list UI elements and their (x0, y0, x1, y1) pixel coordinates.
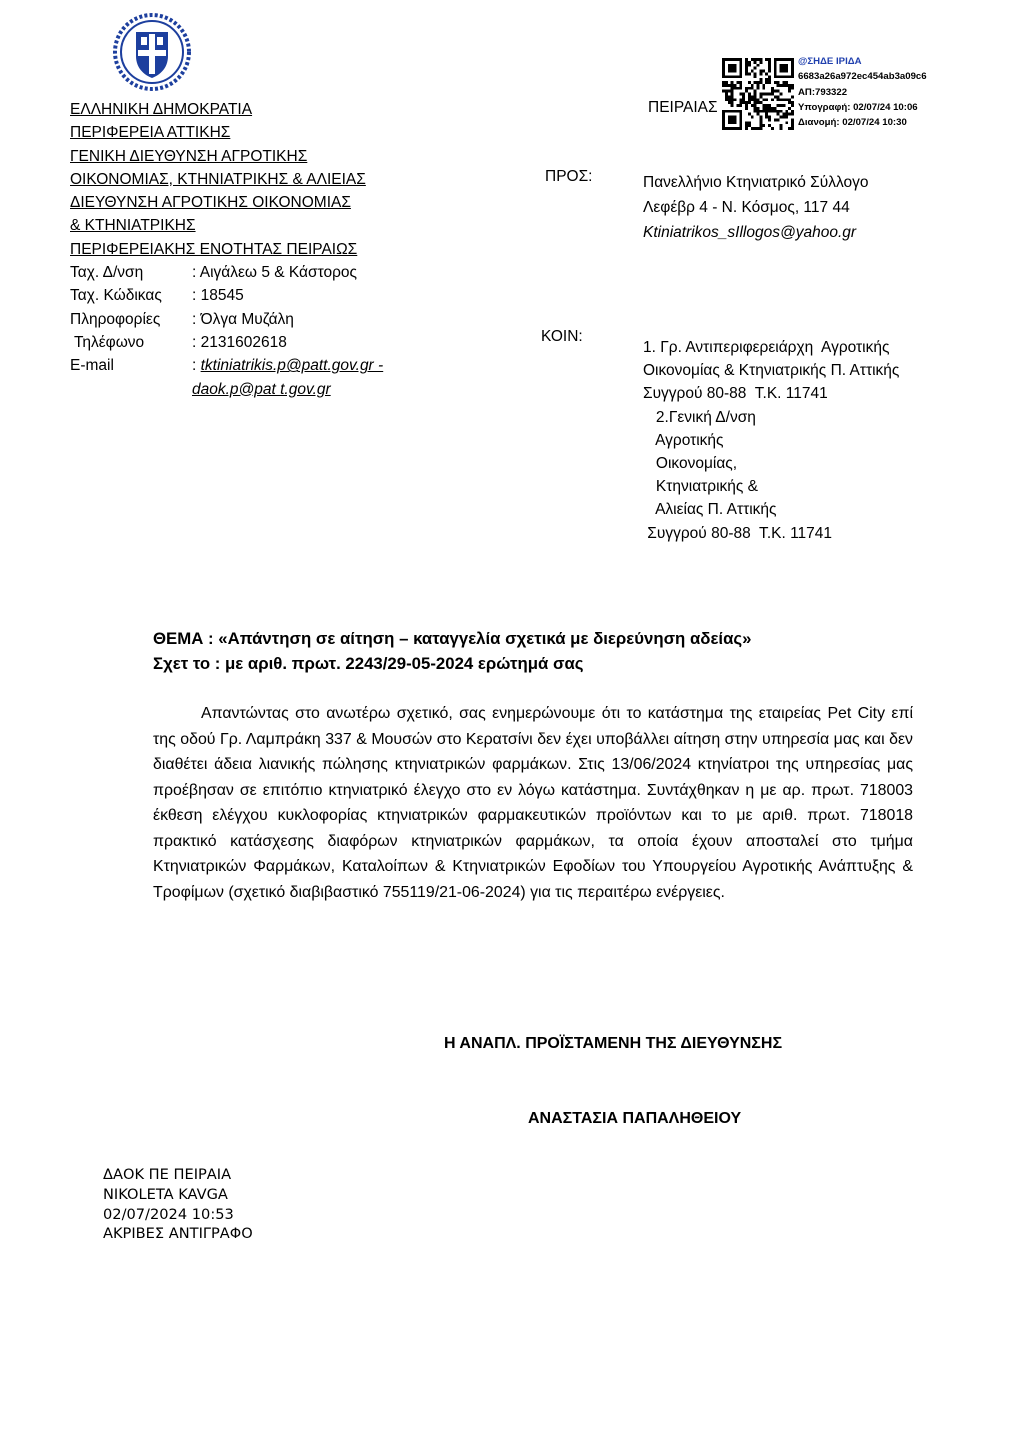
footer-line: ΔΑΟΚ ΠΕ ΠΕΙΡΑΙΑ (103, 1166, 232, 1183)
email-link-1[interactable]: tktiniatrikis.p@patt.gov.gr - (200, 357, 384, 375)
signatory-title: Η ΑΝΑΠΛ. ΠΡΟΪΣΤΑΜΕΝΗ ΤΗΣ ΔΙΕΥΘΥΝΣΗΣ (444, 1035, 783, 1052)
org-line: ΟΙΚΟΝΟΜΙΑΣ, ΚΤΗΝΙΑΤΡΙΚΗΣ & ΑΛΙΕΙΑΣ (70, 170, 366, 188)
cc-line: Οικονομίας & Κτηνιατρικής Π. Αττικής (643, 362, 900, 380)
address-row (70, 261, 383, 284)
cc-line: Συγγρού 80-88 Τ.Κ. 11741 (643, 385, 828, 403)
body-paragraph: Απαντώντας στο ανωτέρω σχετικό, σας ενημερώνουμε ότι το κατάστημα της εταιρείας Pet City επί της οδού Γρ. Λαμπράκη 337 & Μουσών στο Κερατσίνι δεν έχει υποβάλλει αίτηση στην υπηρεσία μας και δεν διαθέτει άδεια λιανικής πώλησης κτηνιατρικών φαρμάκων. Στις 13/06/2024 κτηνίατροι της υπηρεσίας μας προέβησαν σε επιτόπιο κτηνιατρικό έλεγχο στο εν λόγω κατάστημα. Συντάχθηκαν η με αρ. πρωτ. 718003 έκθεση ελέγχου κυκλοφορίας κτηνιατρικών φαρμακευτικών προϊόντων και το με αριθ. πρωτ. 718018 πρακτικό κατάσχεσης διαφόρων κτηνιατρικών φαρμάκων, τα οποία έχουν αποσταλεί στο τμήμα Κτηνιατρικών Φαρμάκων, Καταλοίπων & Κτηνιατρικών Εφοδίων του Υπουργείου Αγροτικής Ανάπτυξης & Τροφίμων (σχετικό διαβιβαστικό 755119/21-06-2024) για τις περαιτέρω ενέργειες. (153, 705, 913, 901)
subject-block (153, 626, 751, 676)
cc-line: 1. Γρ. Αντιπεριφερειάρχη Αγροτικής (643, 339, 890, 356)
subject-title: ΘΕΜΑ : «Απάντηση σε αίτηση – καταγγελία σχετικά με διερεύνηση αδείας» (153, 629, 752, 648)
cc-line: Οικονομίας, (643, 455, 738, 473)
cc-line: Αγροτικής (643, 431, 724, 449)
to-label: ΠΡΟΣ: (545, 168, 593, 185)
postal-row (70, 284, 383, 307)
to-recipient (643, 170, 868, 245)
iris-label: @ΣΗΔΕ ΙΡΙΔΑ (798, 56, 862, 67)
cc-line: Συγγρού 80-88 Τ.Κ. 11741 (643, 524, 833, 542)
iris-stamp (798, 54, 927, 130)
address-label: Ταχ. Δ/νση (70, 264, 144, 282)
email-row (70, 354, 383, 377)
cc-line: Κτηνιατρικής & (643, 478, 759, 496)
phone-row (70, 331, 383, 354)
org-line: ΠΕΡΙΦΕΡΕΙΑ ΑΤΤΙΚΗΣ (70, 124, 231, 142)
info-row (70, 308, 383, 331)
signed-date: Υπογραφή: 02/07/24 10:06 (798, 101, 918, 113)
info-label: Πληροφορίες (70, 310, 161, 328)
recipient-email[interactable]: Ktiniatrikos_sIllogos@yahoo.gr (643, 224, 857, 241)
info-value: : Όλγα Μυζάλη (192, 310, 294, 328)
org-line: & ΚΤΗΝΙΑΤΡΙΚΗΣ (70, 217, 196, 235)
phone-label: Τηλέφωνο (70, 333, 145, 351)
protocol-number: ΑΠ:793322 (798, 86, 848, 98)
footer-line: NIKOLETA KAVGA (103, 1185, 228, 1203)
qr-code-icon (722, 58, 794, 130)
org-line: ΓΕΝΙΚΗ ΔΙΕΥΘΥΝΣΗ ΑΓΡΟΤΙΚΗΣ (70, 147, 308, 165)
postal-value: : 18545 (192, 287, 244, 305)
email-label: E-mail (70, 357, 114, 375)
recipient-line: Λεφέβρ 4 - Ν. Κόσμος, 117 44 (643, 199, 850, 216)
copy-footer (103, 1165, 253, 1244)
postal-label: Ταχ. Κώδικας (70, 287, 162, 305)
subject-reference: Σχετ το : με αριθ. πρωτ. 2243/29-05-2024 ερώτημά σας (153, 654, 584, 673)
distributed-date: Διανομή: 02/07/24 10:30 (798, 117, 907, 129)
email-colon: : (192, 357, 201, 375)
cc-recipients (643, 336, 899, 545)
org-line: ΕΛΛΗΝΙΚΗ ΔΗΜΟΚΡΑΤΙΑ (70, 101, 253, 118)
signatory-name: ΑΝΑΣΤΑΣΙΑ ΠΑΠΑΛΗΘΕΙΟΥ (528, 1110, 742, 1127)
org-line: ΔΙΕΥΘΥΝΣΗ ΑΓΡΟΤΙΚΗΣ ΟΙΚΟΝΟΜΙΑΣ (70, 194, 351, 212)
footer-line: 02/07/2024 10:53 (103, 1205, 234, 1223)
email-link-2[interactable]: daok.p@pat t.gov.gr (192, 380, 331, 398)
address-value: : Αιγάλεω 5 & Κάστορος (192, 264, 357, 282)
phone-value: : 2131602618 (192, 333, 287, 351)
sender-header (70, 98, 383, 401)
greek-state-emblem-icon (112, 12, 192, 92)
cc-line: Αλιείας Π. Αττικής (643, 501, 777, 519)
cc-label: ΚΟΙΝ: (541, 328, 583, 345)
footer-line: ΑΚΡΙΒΕΣ ΑΝΤΙΓΡΑΦΟ (103, 1225, 253, 1243)
document-hash: 6683a26a972ec454ab3a09c6 (798, 71, 927, 83)
org-line: ΠΕΡΙΦΕΡΕΙΑΚΗΣ ΕΝΟΤΗΤΑΣ ΠΕΙΡΑΙΩΣ (70, 240, 358, 258)
city-label: ΠΕΙΡΑΙΑΣ (648, 99, 718, 116)
cc-line: 2.Γενική Δ/νση (643, 408, 756, 426)
email-row-2 (70, 378, 383, 401)
recipient-line: Πανελλήνιο Κτηνιατρικό Σύλλογο (643, 174, 869, 191)
